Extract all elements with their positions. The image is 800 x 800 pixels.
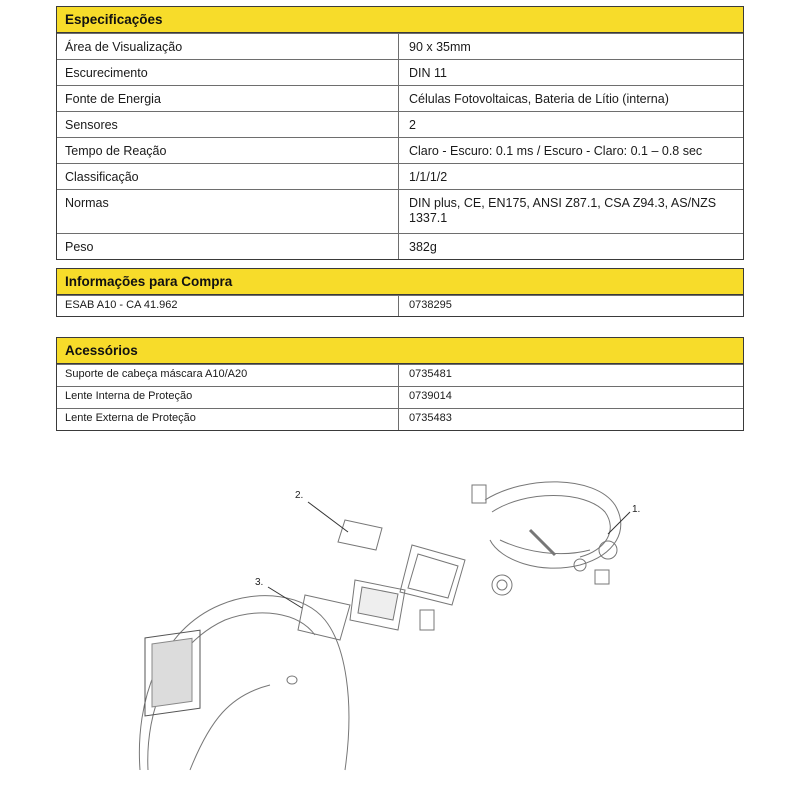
product-code: 0738295 xyxy=(409,299,452,311)
accessory-code: 0735481 xyxy=(409,368,452,380)
specifications-title: Especificações xyxy=(57,7,743,33)
purchase-info-table xyxy=(56,268,744,317)
spec-value: 2 xyxy=(409,118,416,132)
spec-label: Normas xyxy=(57,190,399,233)
spec-label: Fonte de Energia xyxy=(57,86,399,111)
spec-label: Tempo de Reação xyxy=(57,138,399,163)
spec-value: DIN plus, CE, EN175, ANSI Z87.1, CSA Z94.3, AS/NZS 1337.1 xyxy=(409,196,717,225)
specifications-table xyxy=(56,6,744,260)
table-row xyxy=(57,33,743,59)
callout-1: 1. xyxy=(632,504,641,515)
table-row xyxy=(57,163,743,189)
table-row xyxy=(57,189,743,233)
table-row xyxy=(57,386,743,408)
accessory-name: Lente Externa de Proteção xyxy=(57,409,399,430)
accessory-name: Lente Interna de Proteção xyxy=(57,387,399,408)
table-row xyxy=(57,295,743,316)
helmet-exploded-diagram xyxy=(130,470,650,790)
spec-label: Escurecimento xyxy=(57,60,399,85)
accessory-code: 0739014 xyxy=(409,390,452,402)
table-row xyxy=(57,137,743,163)
table-row xyxy=(57,59,743,85)
spec-label: Sensores xyxy=(57,112,399,137)
spec-label: Área de Visualização xyxy=(57,34,399,59)
spec-value: 382g xyxy=(409,240,437,254)
table-row xyxy=(57,85,743,111)
callout-2: 2. xyxy=(295,490,304,501)
table-row xyxy=(57,364,743,386)
spec-label: Peso xyxy=(57,234,399,259)
product-name: ESAB A10 - CA 41.962 xyxy=(57,296,399,316)
accessories-title: Acessórios xyxy=(57,338,743,364)
spec-value: 1/1/1/2 xyxy=(409,170,448,184)
table-row xyxy=(57,233,743,259)
spec-value: Células Fotovoltaicas, Bateria de Lítio (interna) xyxy=(409,92,669,106)
callout-3: 3. xyxy=(255,577,264,588)
spec-value: Claro - Escuro: 0.1 ms / Escuro - Claro: 0.1 – 0.8 sec xyxy=(409,144,703,158)
outer-lens xyxy=(298,595,350,640)
purchase-info-title: Informações para Compra xyxy=(57,269,743,295)
accessories-table xyxy=(56,337,744,431)
inner-lens xyxy=(338,520,382,550)
table-row xyxy=(57,111,743,137)
spec-value: 90 x 35mm xyxy=(409,40,471,54)
table-row xyxy=(57,408,743,430)
accessory-code: 0735483 xyxy=(409,412,452,424)
spec-value: DIN 11 xyxy=(409,66,447,80)
accessory-name: Suporte de cabeça máscara A10/A20 xyxy=(57,365,399,386)
spec-label: Classificação xyxy=(57,164,399,189)
